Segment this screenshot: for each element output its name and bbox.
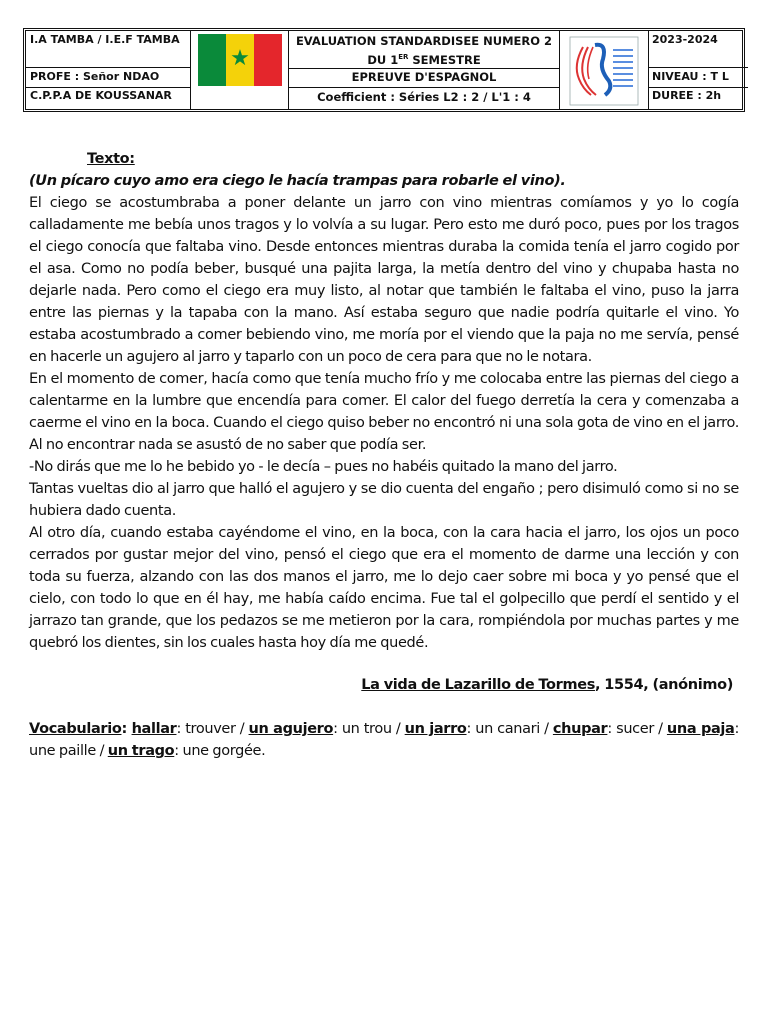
school-name: I.A TAMBA / I.E.F TAMBA — [30, 33, 180, 46]
exam-header — [23, 28, 745, 112]
text-paragraph: -No dirás que me lo he bebido yo - le decía – pues no habéis quitado la mano del jarro. — [29, 459, 618, 475]
school-year: 2023-2024 — [652, 33, 718, 46]
source-title: La vida de Lazarillo de Tormes — [361, 677, 595, 693]
vocab-term: un jarro — [404, 721, 467, 737]
text-paragraph: En el momento de comer, hacía como que tenía mucho frío y me colocaba entre las piernas del ciego a calentarme en la lumbre que encendía para comer. El calor del fuego derretía la cera y comenzaba a caerme el vino en la boca. Cuando el ciego quiso beber no encontró ni una sola gota de vino en el jarro. Al no encontrar nada se asustó de no saber que podía ser. — [29, 371, 739, 453]
source-details: , 1554, (anónimo) — [594, 677, 733, 693]
vocab-label: Vocabulario — [29, 721, 122, 737]
level: NIVEAU : T L — [652, 70, 729, 83]
divider — [26, 67, 190, 68]
text-subtitle: (Un pícaro cuyo amo era ciego le hacía trampas para robarle el vino). — [29, 173, 566, 189]
vocab-translation: un canari — [475, 721, 540, 737]
divider — [648, 67, 748, 68]
teacher-name: PROFE : Señor NDAO — [30, 70, 160, 83]
vocab-translation: une paille — [29, 743, 96, 759]
divider — [288, 31, 289, 109]
vocabulary: Vocabulario: hallar: trouver / un agujero: un trou / un jarro: un canari / chupar: sucer / una paja: une paille / un trago: une gorgée. — [29, 721, 740, 759]
divider — [288, 87, 559, 88]
exam-text — [29, 148, 739, 762]
divider — [648, 31, 649, 109]
exam-title-line2-pre: DU 1 — [367, 52, 399, 67]
exam-title-line1: EVALUATION STANDARDISEE NUMERO 2 — [295, 34, 553, 48]
text-heading: Texto: — [87, 151, 135, 167]
divider — [190, 31, 191, 109]
text-paragraph: El ciego se acostumbraba a poner delante un jarro con vino mientras comíamos y yo lo cogía calladamente me bebía unos tragos y lo volvía a su lugar. Pero esto me duró poco, pues por los tragos el ciego conocía que faltaba vino. Desde entonces mientras duraba la comida tenía el jarro cogido por el asa. Como no podía beber, busqué una pajita larga, la metía dentro del vino y chupaba hasta no dejarle nada. Pero como el ciego era muy listo, al notar que también le faltaba el vino, puso la jarra entre las piernas y la tapaba con la mano. Así estaba seguro que nadie podría quitarle el vino. Yo estaba acostumbrado a comer bebiendo vino, me moría por el viendo que la paja no me servía, pensé en hacerle un agujero al jarro y taparlo con un poco de cera para que no le notara. — [29, 195, 739, 365]
divider — [288, 68, 559, 69]
vocab-translation: trouver — [185, 721, 236, 737]
vocab-term: una paja — [666, 721, 735, 737]
vocab-term: hallar — [131, 721, 177, 737]
vocab-translation: sucer — [616, 721, 654, 737]
center-name: C.P.P.A DE KOUSSANAR — [30, 89, 172, 102]
exam-title-line2-sup: ER — [398, 53, 409, 61]
divider — [559, 31, 560, 109]
document-logo-icon — [569, 35, 639, 107]
divider — [648, 87, 748, 88]
text-source — [29, 674, 739, 696]
vocab-term: chupar — [552, 721, 608, 737]
vocab-term: un agujero — [248, 721, 334, 737]
exam-title-line2-post: SEMESTRE — [408, 52, 481, 67]
text-paragraph: Tantas vueltas dio al jarro que halló el agujero y se dio cuenta del engaño ; pero disimuló como si no se hubiera dado cuenta. — [29, 481, 739, 519]
senegal-flag-icon: ★ — [198, 34, 282, 86]
exam-subject: EPREUVE D'ESPAGNOL — [351, 70, 497, 84]
duration: DUREE : 2h — [652, 89, 722, 102]
exam-title — [290, 33, 558, 68]
text-paragraph: Al otro día, cuando estaba cayéndome el vino, en la boca, con la cara hacia el jarro, los ojos un poco cerrados por gustar mejor del vino, pensó el ciego que era el momento de darme una lección y con toda su fuerza, alzando con las dos manos el jarro, me lo dejo caer sobre mi boca y yo pensé que el cielo, con todo lo que en él hay, me había caído encima. Fue tal el golpecillo que perdí el sentido y el jarrazo tan grande, que los pedazos se me metieron por la cara, rompiéndola por muchas partes y me quebró los dientes, sin los cuales hasta hoy día me quedé. — [29, 525, 739, 651]
divider — [26, 87, 190, 88]
vocab-translation: une gorgée — [182, 743, 262, 759]
vocab-term: un trago — [107, 743, 175, 759]
exam-coefficient: Coefficient : Séries L2 : 2 / L'1 : 4 — [317, 90, 531, 104]
vocab-translation: un trou — [341, 721, 392, 737]
